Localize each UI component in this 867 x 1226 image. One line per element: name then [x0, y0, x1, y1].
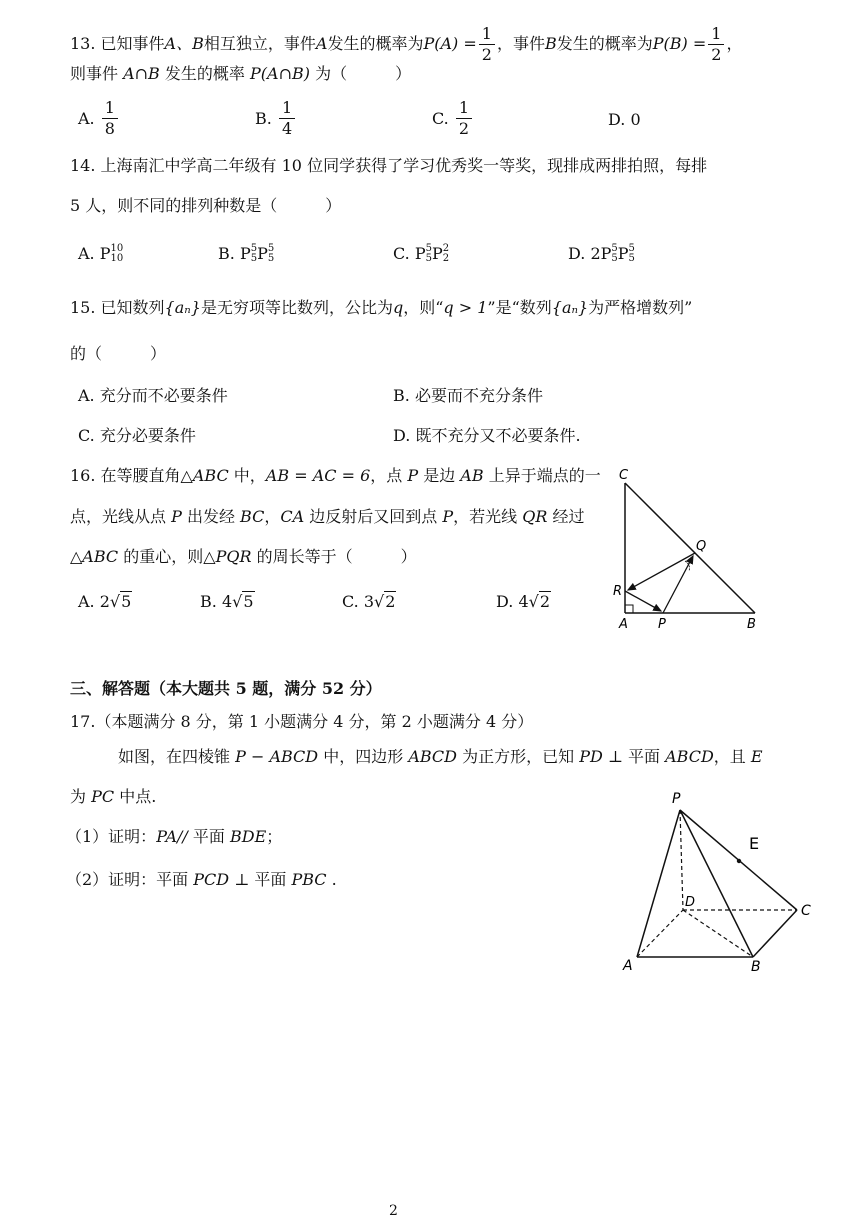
- q15-option-d: D. 既不充分又不必要条件.: [393, 426, 581, 445]
- q14-option-a: A. P 10 10: [78, 243, 124, 264]
- q14-option-b: B. P 5 5 P 5 5: [218, 243, 275, 264]
- label-c: C: [801, 903, 811, 919]
- q13-line2: 则事件 A∩B 发生的概率 P(A∩B) 为（ ）: [70, 64, 412, 83]
- q17-pyramid-figure: [615, 785, 820, 980]
- label-d: D: [685, 895, 696, 910]
- side-bc: [625, 483, 755, 613]
- point-e: [737, 859, 741, 863]
- label-b: B: [751, 959, 761, 975]
- q13-line1: 13. 已知事件 A、B 相互独立，事件 A 发生的概率为 P(A) = $\frac{1}{2}$ ，事件 B 发生的概率为 P(B) = $\frac{1}{2}$ ，: [70, 23, 743, 64]
- q15-option-b: B. 必要而不充分条件: [393, 386, 543, 405]
- q14-line1: 14. 上海南汇中学高二年级有 10 位同学获得了学习优秀奖一等奖，现排成两排拍照，每排: [70, 156, 708, 175]
- q16-line2: 点，光线从点 P 出发经 BC，CA 边反射后又回到点 P，若光线 QR 经过: [70, 507, 585, 526]
- q15-option-a: A. 充分而不必要条件: [78, 386, 228, 405]
- edge-pb: [680, 810, 753, 957]
- q16-option-d: D. 4√2: [496, 592, 551, 611]
- q13-option-d: D. 0: [608, 110, 641, 129]
- label-a: A: [623, 958, 633, 974]
- label-e: E: [749, 834, 760, 853]
- q15-line2: 的（ ）: [70, 344, 167, 363]
- q13-pa-fraction: $\frac{1}{2}$: [479, 26, 495, 63]
- q16-option-b: B. 4√5: [200, 592, 254, 611]
- label-c: C: [619, 468, 629, 483]
- label-b: B: [747, 617, 756, 632]
- q17-part1: （1）证明：PA// 平面 BDE；: [66, 827, 283, 846]
- q16-line1: 16. 在等腰直角△ABC 中，AB = AC = 6，点 P 是边 AB 上异于端点的一: [70, 466, 601, 485]
- edge-bc: [753, 910, 797, 957]
- edge-pd: [680, 810, 683, 910]
- q17-part2: （2）证明：平面 PCD ⊥ 平面 PBC .: [66, 870, 337, 889]
- q13-option-c: C. $\frac{1}{2}$: [432, 100, 474, 137]
- label-p: P: [658, 617, 666, 632]
- ray-rp: [625, 591, 661, 611]
- q14-option-c: C. P 5 5 P 2 2: [393, 243, 450, 264]
- edge-db: [683, 910, 753, 957]
- q16-option-c: C. 3√2: [342, 592, 396, 611]
- q15-option-c: C. 充分必要条件: [78, 426, 196, 445]
- q13-option-b: B. $\frac{1}{4}$: [255, 100, 297, 137]
- q13-pb-fraction: $\frac{1}{2}$: [708, 26, 724, 63]
- section3-title: 三、解答题（本大题共 5 题，满分 52 分）: [70, 679, 382, 698]
- label-p: P: [672, 791, 681, 807]
- q16-line3: △ABC 的重心，则△PQR 的周长等于（ ）: [70, 547, 417, 566]
- page-number: 2: [389, 1203, 398, 1219]
- q16-option-a: A. 2√5: [78, 592, 132, 611]
- q14-option-d: D. 2 P 5 5 P 5 5: [568, 243, 635, 264]
- q15-line1: 15. 已知数列{aₙ}是无穷项等比数列，公比为q，则“q > 1”是“数列{aₙ}为严格增数列”: [70, 298, 693, 317]
- label-a: A: [619, 617, 628, 632]
- label-q: Q: [696, 539, 707, 554]
- q13-option-a: A. $\frac{1}{8}$: [78, 100, 120, 137]
- label-r: R: [613, 584, 623, 599]
- right-angle-mark: [625, 605, 633, 613]
- q16-triangle-figure: [605, 465, 780, 640]
- q14-line2: 5 人，则不同的排列种数是（ ）: [70, 196, 342, 215]
- q17-line2: 为 PC 中点.: [70, 787, 157, 806]
- q17-header: 17.（本题满分 8 分，第 1 小题满分 4 分，第 2 小题满分 4 分）: [70, 712, 534, 731]
- q17-line1: 如图，在四棱锥 P − ABCD 中，四边形 ABCD 为正方形，已知 PD ⊥ 平面 ABCD，且 E: [118, 747, 763, 766]
